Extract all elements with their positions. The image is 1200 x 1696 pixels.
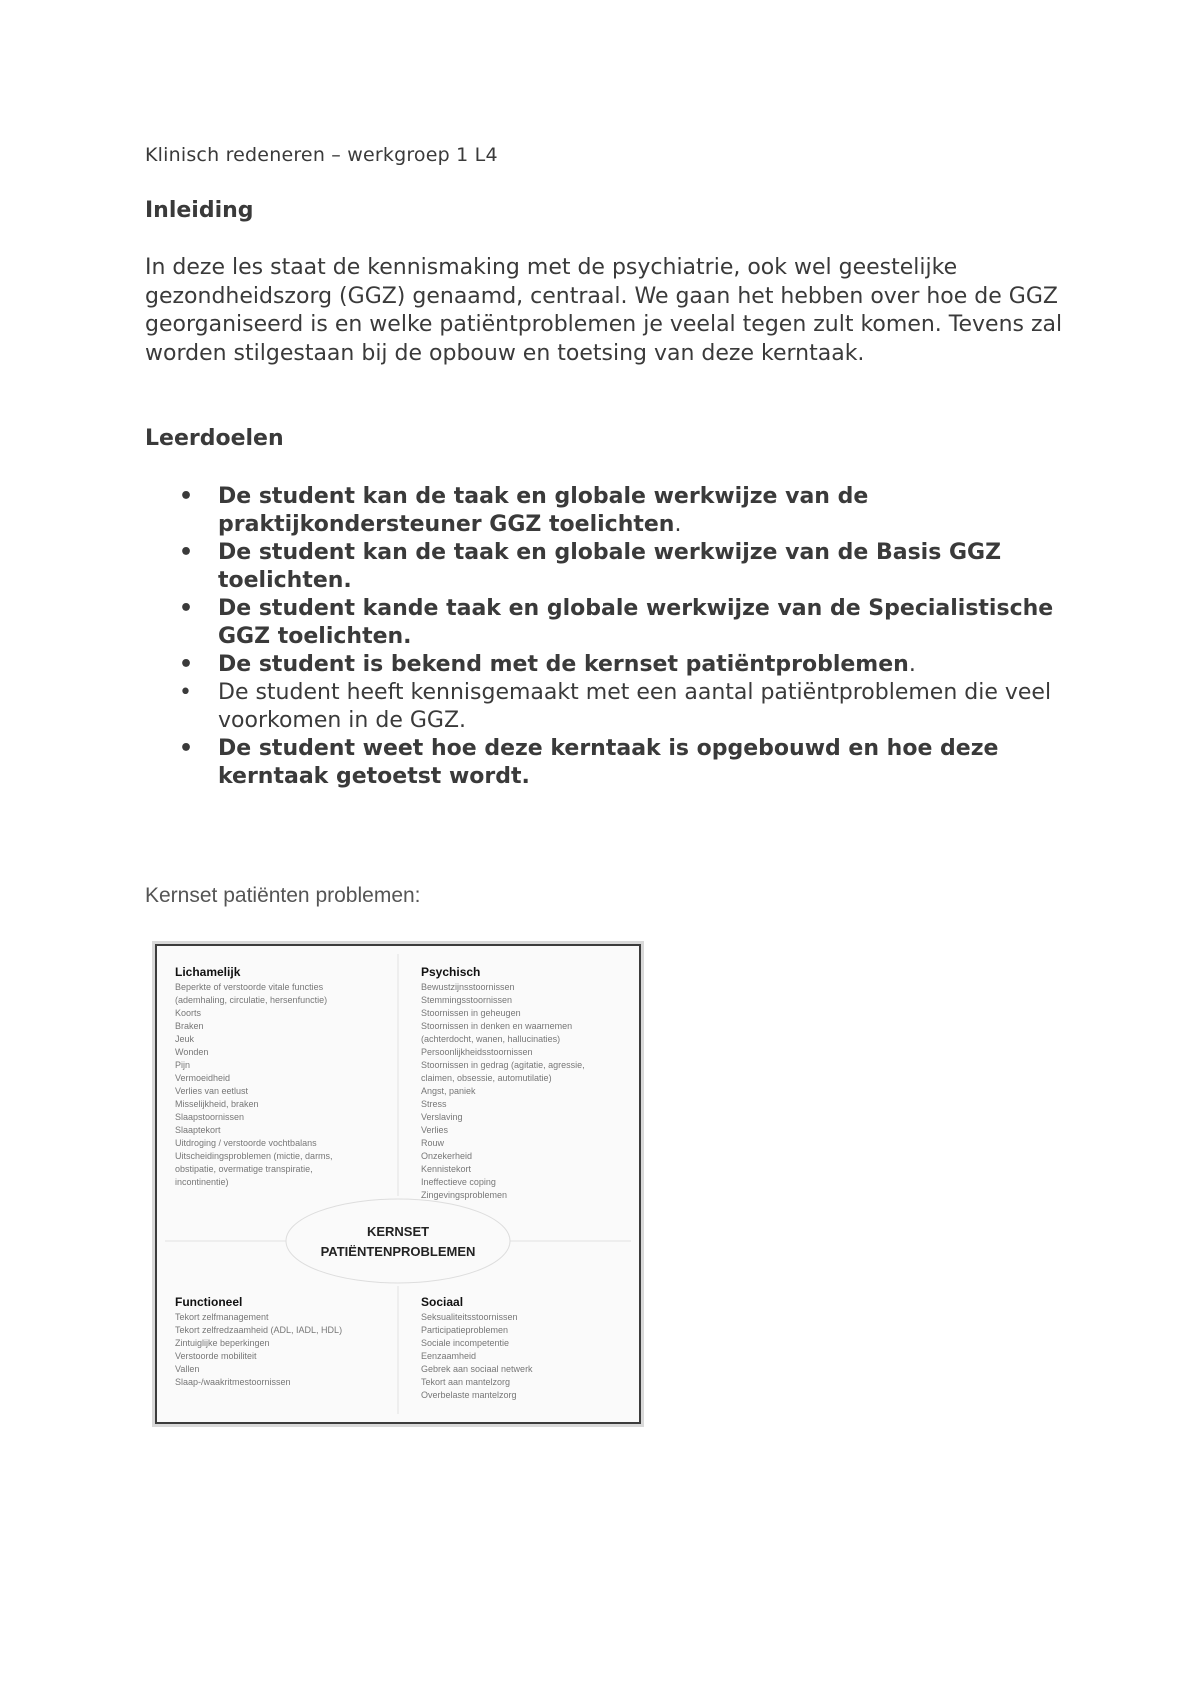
goal-text: De student weet hoe deze kerntaak is opgebouwd en hoe deze kerntaak getoetst wordt.: [218, 736, 999, 789]
quadrant-item: Slaaptekort: [175, 1125, 221, 1135]
kernset-figure: [155, 944, 641, 1424]
quadrant-item: (achterdocht, wanen, hallucinaties): [421, 1034, 561, 1044]
list-item: [145, 595, 1075, 651]
learning-goals-list: [145, 483, 1075, 791]
quadrant-item: Tekort zelfmanagement: [175, 1312, 269, 1322]
intro-paragraph: In deze les staat de kennismaking met de psychiatrie, ook wel geestelijke gezondheidszorg (GGZ) genaamd, centraal. We gaan het hebben over hoe de GGZ georganiseerd is en welke patiëntproblemen je veelal tegen zult komen. Tevens zal worden stilgestaan bij de opbouw en toetsing van deze kerntaak.: [145, 255, 1063, 366]
quadrant-sociaal: [421, 1295, 533, 1400]
list-item: [145, 679, 1075, 735]
quadrant-item: Bewustzijnsstoornissen: [421, 982, 515, 992]
quadrant-item: Koorts: [175, 1008, 202, 1018]
goal-text: De student kande taak en globale werkwijze van de Specialistische GGZ toelichten.: [218, 596, 1054, 649]
center-ellipse: [286, 1199, 510, 1283]
quadrant-item: incontinentie): [175, 1177, 229, 1187]
list-item: [145, 735, 1075, 791]
quadrant-title: Psychisch: [421, 965, 481, 979]
quadrant-item: Zintuiglijke beperkingen: [175, 1338, 270, 1348]
bullet-icon: •: [179, 484, 194, 509]
quadrant-item: Uitscheidingsproblemen (mictie, darms,: [175, 1151, 333, 1161]
quadrant-item: Gebrek aan sociaal netwerk: [421, 1364, 533, 1374]
quadrant-item: Onzekerheid: [421, 1151, 473, 1161]
quadrant-item: Verstoorde mobiliteit: [175, 1351, 257, 1361]
quadrant-functioneel: [175, 1295, 342, 1387]
quadrant-item: Vermoeidheid: [175, 1073, 231, 1083]
quadrant-title: Functioneel: [175, 1295, 243, 1309]
quadrant-item: Kennistekort: [421, 1164, 472, 1174]
quadrant-item: (ademhaling, circulatie, hersenfunctie): [175, 995, 328, 1005]
goal-text: De student kan de taak en globale werkwijze van de Basis GGZ toelichten.: [218, 540, 1002, 593]
quadrant-item: Uitdroging / verstoorde vochtbalans: [175, 1138, 317, 1148]
quadrant-item: Slaapstoornissen: [175, 1112, 245, 1122]
kernset-caption: Kernset patiënten problemen:: [145, 884, 421, 907]
quadrant-item: Stress: [421, 1099, 447, 1109]
bullet-icon: •: [179, 680, 192, 705]
quadrant-item: Persoonlijkheidsstoornissen: [421, 1047, 533, 1057]
document-header: Klinisch redeneren – werkgroep 1 L4: [145, 144, 498, 166]
quadrant-item: Verlies van eetlust: [175, 1086, 249, 1096]
quadrant-item: Braken: [175, 1021, 204, 1031]
quadrant-item: claimen, obsessie, automutilatie): [421, 1073, 552, 1083]
quadrant-item: Jeuk: [175, 1034, 195, 1044]
goal-text: De student is bekend met de kernset patiëntproblemen: [218, 652, 909, 677]
goal-tail: .: [908, 652, 916, 677]
quadrant-item: Verslaving: [421, 1112, 463, 1122]
quadrant-item: Stemmingsstoornissen: [421, 995, 513, 1005]
bullet-icon: •: [179, 540, 194, 565]
heading-inleiding: Inleiding: [145, 198, 254, 223]
quadrant-item: Beperkte of verstoorde vitale functies: [175, 982, 324, 992]
quadrant-item: Sociale incompetentie: [421, 1338, 510, 1348]
quadrant-title: Lichamelijk: [175, 965, 241, 979]
quadrant-item: obstipatie, overmatige transpiratie,: [175, 1164, 313, 1174]
bullet-icon: •: [179, 652, 194, 677]
quadrant-item: Overbelaste mantelzorg: [421, 1390, 517, 1400]
quadrant-item: Eenzaamheid: [421, 1351, 477, 1361]
quadrant-item: Stoornissen in gedrag (agitatie, agressie,: [421, 1060, 585, 1070]
kernset-diagram: [157, 946, 639, 1422]
quadrant-item: Pijn: [175, 1060, 191, 1070]
quadrant-psychisch: [421, 965, 585, 1200]
center-title-line1: KERNSET: [366, 1224, 430, 1239]
quadrant-item: Participatieproblemen: [421, 1325, 509, 1335]
center-title-line2: PATIËNTENPROBLEMEN: [320, 1244, 476, 1259]
goal-tail: .: [674, 512, 682, 537]
quadrant-item: Zingevingsproblemen: [421, 1190, 508, 1200]
quadrant-item: Wonden: [175, 1047, 209, 1057]
quadrant-item: Misselijkheid, braken: [175, 1099, 259, 1109]
list-item: [145, 539, 1075, 595]
quadrant-item: Seksualiteitsstoornissen: [421, 1312, 518, 1322]
quadrant-item: Vallen: [175, 1364, 200, 1374]
quadrant-item: Stoornissen in geheugen: [421, 1008, 521, 1018]
goal-text: De student kan de taak en globale werkwijze van de praktijkondersteuner GGZ toelichten: [218, 484, 869, 537]
goal-text: De student heeft kennisgemaakt met een aantal patiëntproblemen die veel voorkomen in de GGZ.: [218, 680, 1052, 733]
quadrant-item: Tekort aan mantelzorg: [421, 1377, 511, 1387]
quadrant-item: Angst, paniek: [421, 1086, 476, 1096]
quadrant-lichamelijk: [175, 965, 333, 1187]
quadrant-item: Stoornissen in denken en waarnemen: [421, 1021, 573, 1031]
heading-leerdoelen: Leerdoelen: [145, 426, 284, 451]
quadrant-item: Rouw: [421, 1138, 445, 1148]
quadrant-title: Sociaal: [421, 1295, 464, 1309]
list-item: [145, 483, 1075, 539]
quadrant-item: Verlies: [421, 1125, 449, 1135]
quadrant-item: Slaap-/waakritmestoornissen: [175, 1377, 291, 1387]
quadrant-item: Tekort zelfredzaamheid (ADL, IADL, HDL): [175, 1325, 343, 1335]
list-item: [145, 651, 1075, 679]
bullet-icon: •: [179, 736, 194, 761]
bullet-icon: •: [179, 596, 194, 621]
quadrant-item: Ineffectieve coping: [421, 1177, 496, 1187]
